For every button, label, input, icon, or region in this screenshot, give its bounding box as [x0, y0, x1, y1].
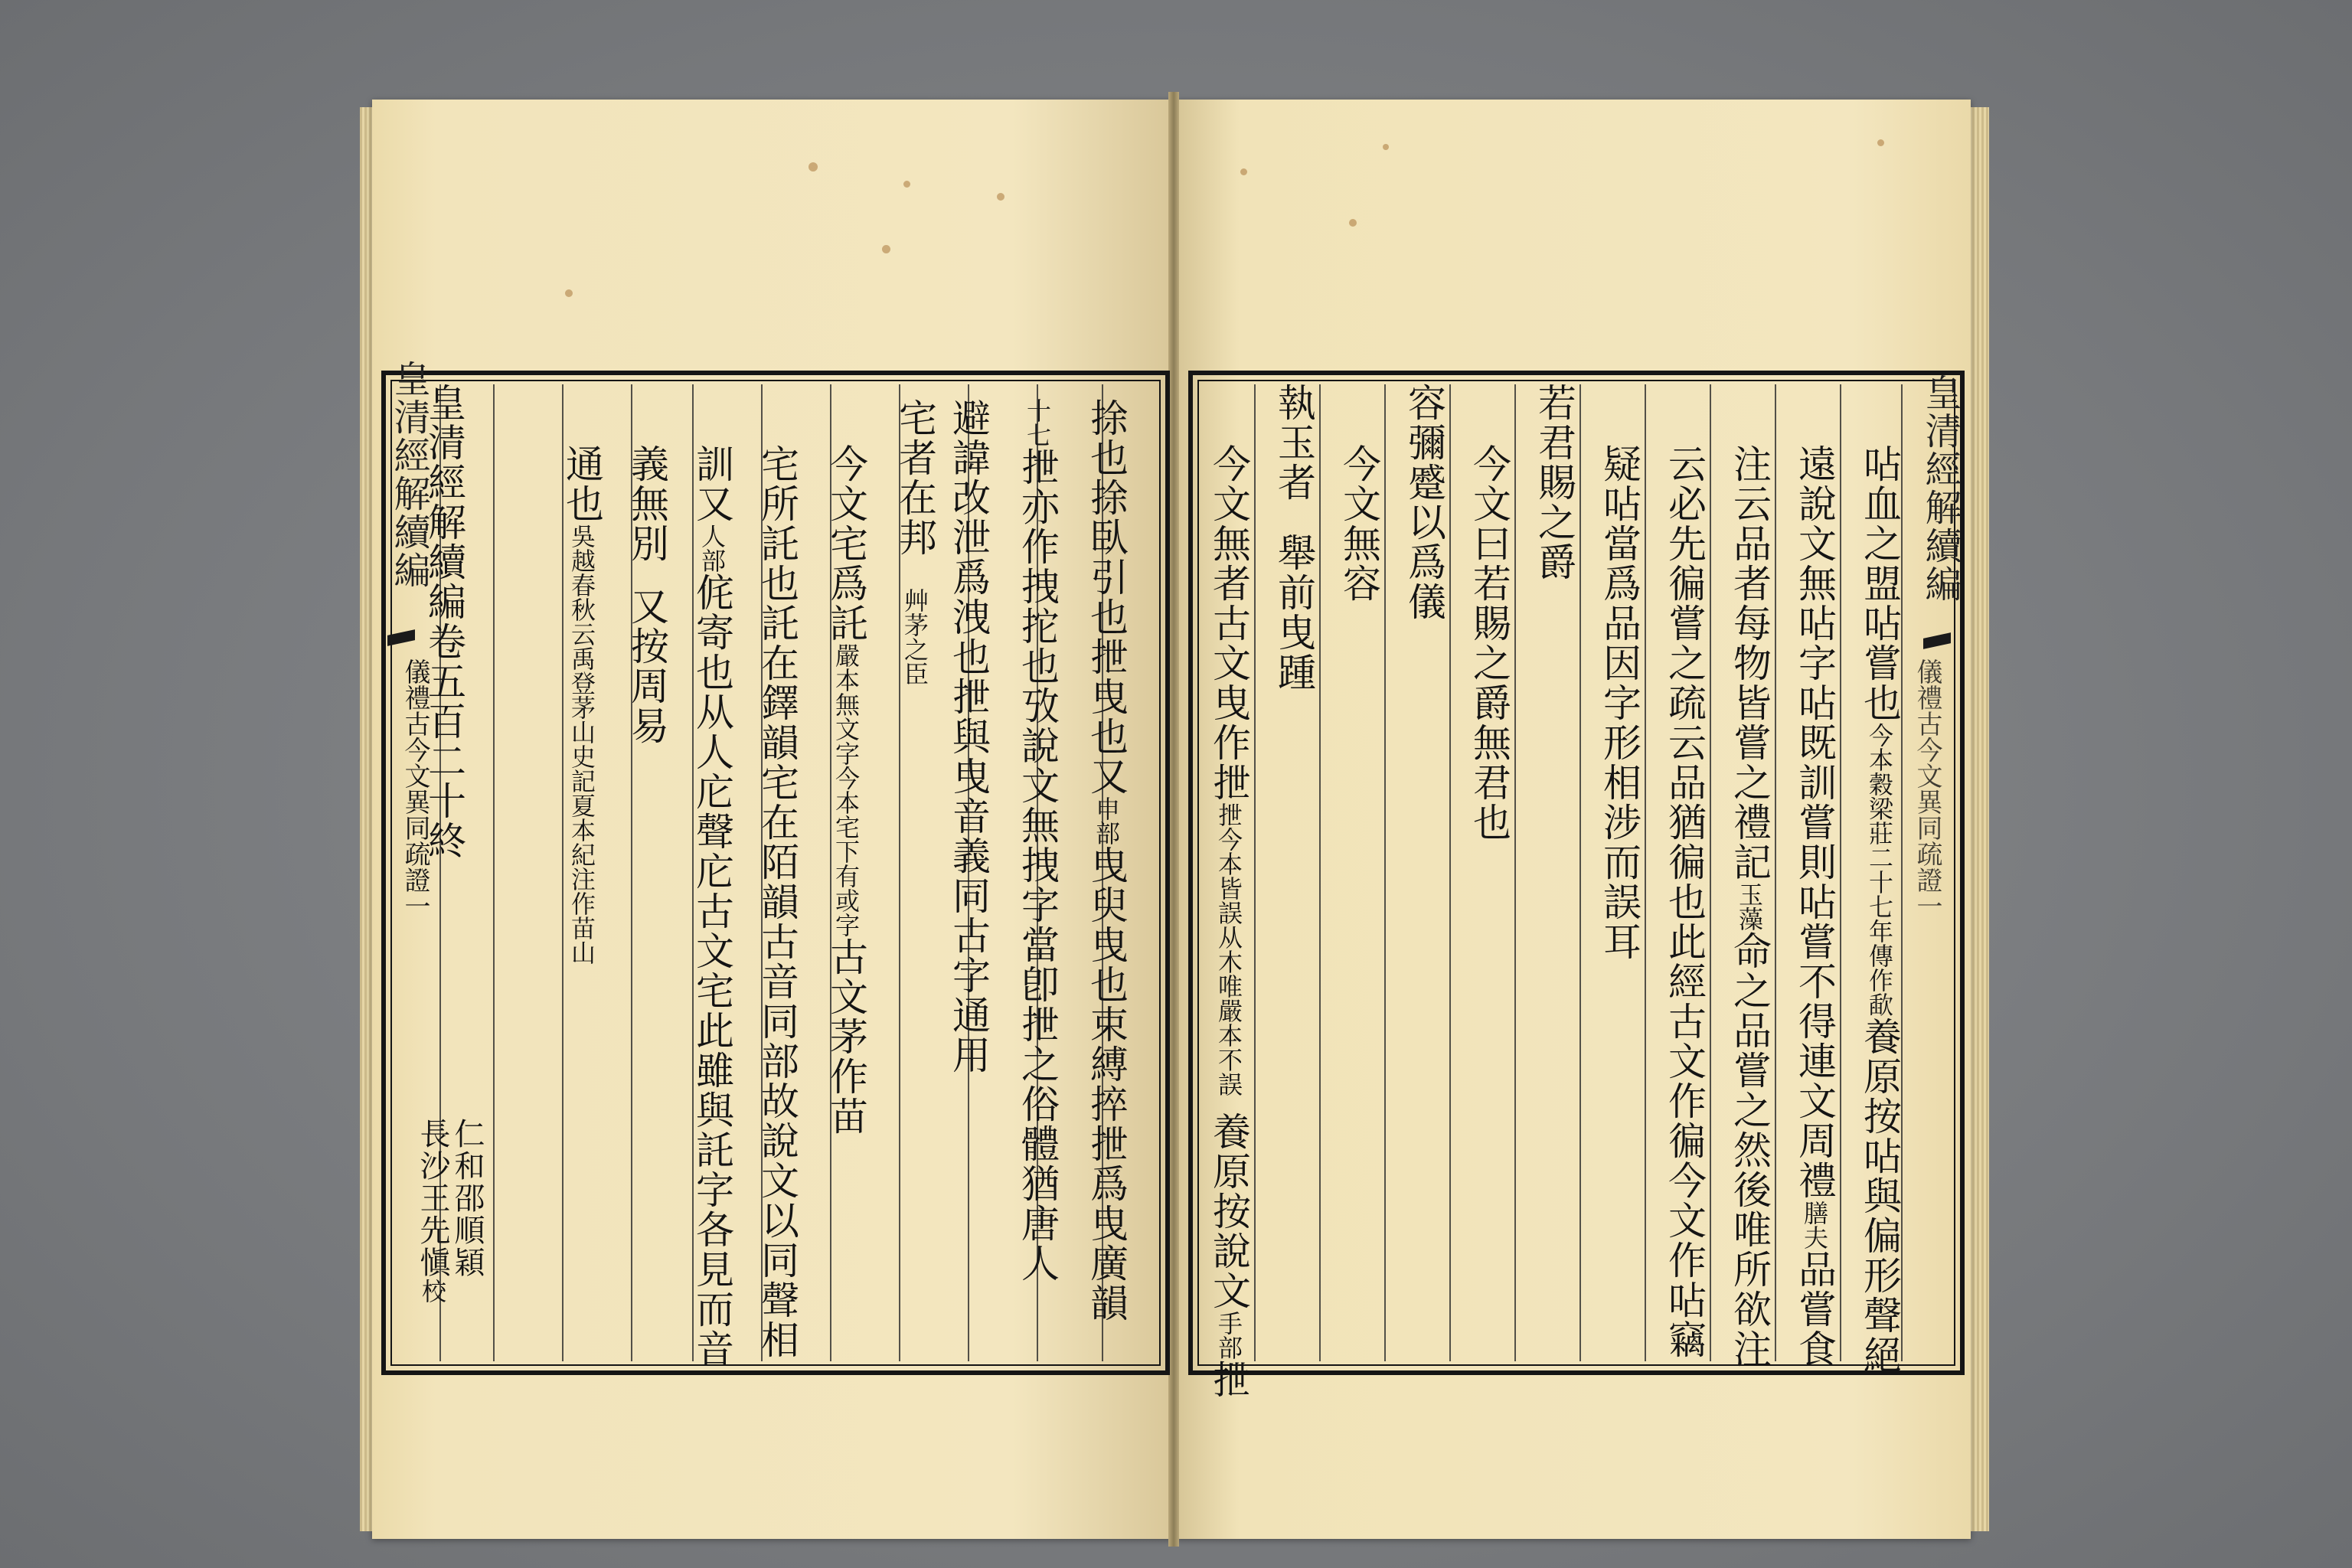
- right-fore-edge-title: [1914, 374, 1967, 603]
- text-column: [1272, 383, 1316, 692]
- column-rule: [1254, 384, 1256, 1361]
- column-text: 容彌蹙以爲儀: [1402, 383, 1446, 622]
- annotation-text: 艸茅之臣: [900, 588, 929, 686]
- column-text: 侂寄也从人庀聲庀古文宅此雖與託字各見而音: [690, 573, 734, 1369]
- fore-edge-title-text: 皇清經解續編: [387, 360, 430, 590]
- column-text: 遠說文無呫字呫既訓嘗則呫嘗不得連文周禮: [1792, 444, 1837, 1200]
- column-text: 宅者在邦: [893, 398, 937, 557]
- annotation-text: 玉藻: [1735, 882, 1764, 931]
- column-text: 若君賜之爵: [1532, 383, 1576, 582]
- text-column: [1015, 398, 1060, 1283]
- annotation-text: 抴今本皆誤从木唯嚴本不誤: [1214, 802, 1243, 1096]
- text-column: [1207, 444, 1251, 1400]
- text-column: [1857, 444, 1902, 1375]
- column-text: 執玉者: [1272, 383, 1316, 502]
- text-column: [1402, 383, 1446, 622]
- foxing-spot: [1383, 144, 1389, 150]
- annotation-text: 膳夫: [1800, 1200, 1829, 1250]
- column-text: 今文無者古文曳作抴: [1207, 444, 1251, 802]
- column-text: 呫血之盟呫嘗也: [1857, 444, 1902, 723]
- text-column: [1597, 444, 1642, 962]
- volume-end-line: [422, 383, 466, 861]
- fore-edge-title-text: 皇清經解續編: [1919, 374, 1962, 603]
- text-column: [1792, 444, 1837, 1369]
- colophon-text: 長沙王先愼: [415, 1118, 450, 1279]
- text-column: [1727, 444, 1772, 1369]
- colophon-text: 仁和邵順穎: [449, 1118, 485, 1279]
- text-column: [1084, 398, 1129, 1323]
- column-rule: [1319, 384, 1321, 1361]
- text-column: [1467, 444, 1511, 842]
- text-column: [690, 444, 734, 1369]
- column-text: 避諱改泄爲洩也抴與曳音義同古字通用: [946, 398, 991, 1075]
- colophon-verb: 校: [418, 1279, 447, 1303]
- column-text: 抴: [1207, 1360, 1251, 1400]
- column-rule: [1840, 384, 1841, 1361]
- foxing-spot: [808, 162, 818, 172]
- column-text: 今文宅爲託: [824, 444, 868, 643]
- annotation-text: 吳越春秋云禹登茅山史記夏本紀注作苗山: [567, 524, 596, 965]
- annotation-text: [1019, 440, 1048, 465]
- column-text: 養原按呫與偏形聲絕: [1857, 1017, 1902, 1375]
- column-text: 曳臾曳也束縛捽抴爲曳廣韻: [1084, 845, 1129, 1323]
- text-column: [946, 398, 991, 1075]
- annotation-text: 今本穀梁莊二十七年傳作歃: [1865, 723, 1894, 1017]
- spine-title-right: [1914, 658, 1940, 919]
- column-text: 命之品嘗之然後唯所欲注: [1727, 931, 1772, 1369]
- text-column: [824, 444, 868, 1136]
- spine-title-text: 儀禮古今文異同疏證一: [400, 658, 430, 919]
- column-text: 義無別: [625, 444, 669, 564]
- column-text: 品嘗食: [1792, 1250, 1837, 1369]
- text-column: [893, 398, 937, 686]
- column-rule: [1579, 384, 1581, 1361]
- annotation-text: 嚴本無文字今本宅下有或字: [831, 643, 861, 937]
- text-column: [625, 444, 669, 746]
- foxing-spot: [882, 245, 890, 253]
- foxing-spot: [997, 193, 1004, 201]
- foxing-spot: [565, 289, 573, 297]
- column-text: 今文無容: [1337, 444, 1381, 603]
- column-text: 又按周易: [625, 586, 669, 746]
- column-rule: [1384, 384, 1386, 1361]
- column-rule: [1645, 384, 1646, 1361]
- foxing-spot: [1349, 219, 1357, 227]
- text-column: [755, 444, 799, 1360]
- foxing-spot: [903, 181, 910, 188]
- text-column: [560, 444, 604, 965]
- column-text: 今文曰若賜之爵無君也: [1467, 444, 1511, 842]
- text-column: [1662, 444, 1707, 1360]
- column-text: 通也: [560, 444, 604, 524]
- column-text: 抴亦作拽拕也攷說文無拽字當卽抴之俗體猶唐人: [1015, 447, 1060, 1283]
- column-rule: [1775, 384, 1776, 1361]
- column-text: 舉前曳踵: [1272, 533, 1316, 692]
- colophon-b: [417, 1118, 448, 1303]
- column-text: 養原按說文: [1207, 1112, 1251, 1311]
- annotation-text: 申部: [1092, 796, 1121, 845]
- colophon-a: [449, 1118, 485, 1279]
- foxing-spot: [1240, 168, 1247, 175]
- text-column: [1337, 444, 1381, 603]
- column-rule: [1710, 384, 1711, 1361]
- right-page-stack-edge: [1968, 107, 1989, 1531]
- column-text: 訓又: [690, 444, 734, 524]
- column-rule: [493, 384, 495, 1361]
- column-text: 捈也捈臥引也抴曳也又: [1084, 398, 1129, 796]
- foxing-spot: [1877, 139, 1884, 146]
- column-text: 云必先徧嘗之疏云品猶徧也此經古文作徧今文作呫竊: [1662, 444, 1707, 1360]
- column-text: 疑呫當爲品因字形相涉而誤耳: [1597, 444, 1642, 962]
- column-text: 宅所託也託在鐸韻宅在陌韻古音同部故說文以同聲相: [755, 444, 799, 1360]
- column-text: 注云品者每物皆嘗之禮記: [1727, 444, 1772, 882]
- annotation-text: 手部: [1214, 1311, 1243, 1360]
- column-text: 古文茅作苗: [824, 937, 868, 1136]
- volume-end-text: 皇清經解續編卷五百二十終: [422, 383, 466, 861]
- book-gutter: [1168, 92, 1179, 1547]
- spine-title-text: 儀禮古今文異同疏證一: [1912, 658, 1942, 919]
- annotation-text: 十七: [1023, 398, 1052, 447]
- annotation-text: 人部: [697, 524, 727, 573]
- text-column: [1532, 383, 1576, 582]
- spine-title-left: [402, 658, 428, 919]
- column-rule: [1514, 384, 1516, 1361]
- column-rule: [1449, 384, 1451, 1361]
